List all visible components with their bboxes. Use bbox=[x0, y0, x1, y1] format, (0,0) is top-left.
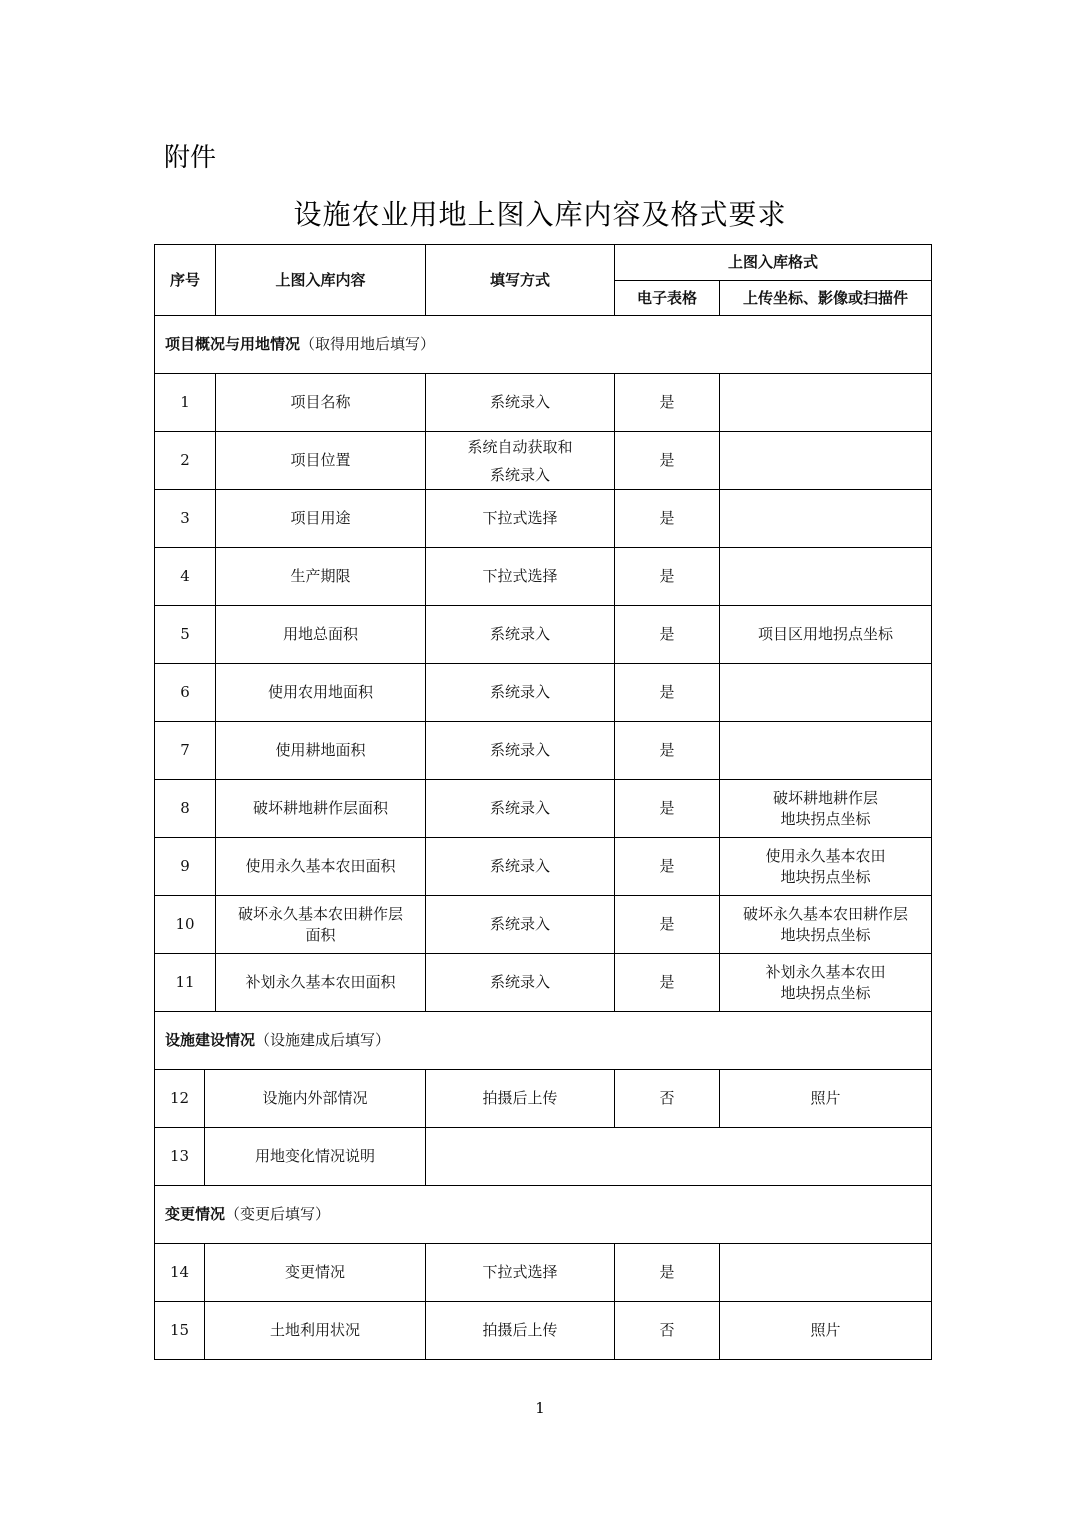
row-content bbox=[216, 896, 426, 954]
row-spreadsheet: 是 bbox=[615, 548, 720, 606]
row-index: 4 bbox=[155, 548, 216, 606]
row-upload-line1: 破坏永久基本农田耕作层 bbox=[742, 904, 908, 923]
row-method: 系统录入 bbox=[426, 664, 615, 722]
row-upload-line2: 地块拐点坐标 bbox=[780, 925, 871, 944]
row-upload bbox=[720, 1244, 932, 1302]
table-row bbox=[155, 780, 932, 838]
table-row bbox=[155, 664, 932, 722]
row-method: 系统录入 bbox=[426, 780, 615, 838]
row-spreadsheet: 是 bbox=[615, 722, 720, 780]
row-content: 破坏耕地耕作层面积 bbox=[216, 780, 426, 838]
row-merged-empty bbox=[426, 1128, 932, 1186]
row-content: 项目位置 bbox=[216, 432, 426, 490]
header-index: 序号 bbox=[155, 245, 216, 316]
row-upload-line1: 破坏耕地耕作层 bbox=[772, 788, 878, 807]
table-row bbox=[155, 896, 932, 954]
row-method: 系统录入 bbox=[426, 722, 615, 780]
row-upload: 项目区用地拐点坐标 bbox=[720, 606, 932, 664]
row-upload bbox=[720, 490, 932, 548]
row-index: 15 bbox=[155, 1302, 205, 1360]
row-spreadsheet: 是 bbox=[615, 1244, 720, 1302]
row-method: 下拉式选择 bbox=[426, 490, 615, 548]
row-index: 12 bbox=[155, 1070, 205, 1128]
row-upload bbox=[720, 374, 932, 432]
section-title: 设施建设情况 bbox=[165, 1031, 256, 1049]
row-method: 下拉式选择 bbox=[426, 548, 615, 606]
page-number: 1 bbox=[535, 1399, 545, 1417]
row-upload-line2: 地块拐点坐标 bbox=[780, 983, 871, 1002]
row-index: 9 bbox=[155, 838, 216, 896]
header-spreadsheet: 电子表格 bbox=[615, 281, 720, 316]
row-method-line1: 系统自动获取和 bbox=[467, 437, 573, 456]
document-title: 设施农业用地上图入库内容及格式要求 bbox=[293, 198, 787, 231]
section-title: 项目概况与用地情况 bbox=[165, 335, 301, 353]
row-index: 10 bbox=[155, 896, 216, 954]
row-upload-line2: 地块拐点坐标 bbox=[780, 809, 871, 828]
row-content: 使用永久基本农田面积 bbox=[216, 838, 426, 896]
section-note: （取得用地后填写） bbox=[300, 335, 436, 353]
table-row bbox=[155, 548, 932, 606]
row-upload bbox=[720, 954, 932, 1012]
row-index: 1 bbox=[155, 374, 216, 432]
row-content: 使用耕地面积 bbox=[216, 722, 426, 780]
row-index: 11 bbox=[155, 954, 216, 1012]
row-spreadsheet: 是 bbox=[615, 432, 720, 490]
row-upload bbox=[720, 664, 932, 722]
row-method: 拍摄后上传 bbox=[426, 1302, 615, 1360]
section-title: 变更情况 bbox=[165, 1205, 226, 1223]
section-row bbox=[155, 1012, 932, 1070]
row-method: 系统录入 bbox=[426, 896, 615, 954]
row-method: 系统录入 bbox=[426, 374, 615, 432]
header-method: 填写方式 bbox=[426, 245, 615, 316]
row-index: 3 bbox=[155, 490, 216, 548]
section-heading bbox=[155, 1012, 932, 1070]
table-row bbox=[155, 722, 932, 780]
row-index: 7 bbox=[155, 722, 216, 780]
row-method: 拍摄后上传 bbox=[426, 1070, 615, 1128]
header-upload: 上传坐标、影像或扫描件 bbox=[720, 281, 932, 316]
section-row bbox=[155, 1186, 932, 1244]
row-index: 14 bbox=[155, 1244, 205, 1302]
header-format-group: 上图入库格式 bbox=[615, 245, 932, 281]
row-method: 系统录入 bbox=[426, 838, 615, 896]
row-content: 用地总面积 bbox=[216, 606, 426, 664]
row-content: 变更情况 bbox=[205, 1244, 426, 1302]
row-index: 2 bbox=[155, 432, 216, 490]
row-spreadsheet: 是 bbox=[615, 780, 720, 838]
row-spreadsheet: 否 bbox=[615, 1070, 720, 1128]
row-upload bbox=[720, 780, 932, 838]
row-upload: 照片 bbox=[720, 1070, 932, 1128]
row-method-line2: 系统录入 bbox=[489, 465, 550, 484]
section-heading bbox=[155, 1186, 932, 1244]
row-method bbox=[426, 432, 615, 490]
row-method: 系统录入 bbox=[426, 606, 615, 664]
table-row bbox=[155, 1128, 932, 1186]
row-content: 使用农用地面积 bbox=[216, 664, 426, 722]
row-spreadsheet: 是 bbox=[615, 374, 720, 432]
row-spreadsheet: 是 bbox=[615, 490, 720, 548]
row-content: 补划永久基本农田面积 bbox=[216, 954, 426, 1012]
requirements-table bbox=[154, 244, 932, 1360]
attachment-label: 附件 bbox=[164, 143, 217, 173]
row-method: 下拉式选择 bbox=[426, 1244, 615, 1302]
row-upload bbox=[720, 896, 932, 954]
table-row bbox=[155, 954, 932, 1012]
table-row bbox=[155, 490, 932, 548]
row-upload-line1: 补划永久基本农田 bbox=[765, 962, 886, 981]
table-row bbox=[155, 1302, 932, 1360]
row-upload bbox=[720, 838, 932, 896]
row-spreadsheet: 是 bbox=[615, 606, 720, 664]
row-spreadsheet: 否 bbox=[615, 1302, 720, 1360]
section-heading bbox=[155, 316, 932, 374]
row-index: 5 bbox=[155, 606, 216, 664]
row-spreadsheet: 是 bbox=[615, 954, 720, 1012]
row-content: 项目用途 bbox=[216, 490, 426, 548]
row-spreadsheet: 是 bbox=[615, 838, 720, 896]
table-row bbox=[155, 606, 932, 664]
table-row bbox=[155, 1070, 932, 1128]
row-upload-line2: 地块拐点坐标 bbox=[780, 867, 871, 886]
row-upload bbox=[720, 432, 932, 490]
section-row bbox=[155, 316, 932, 374]
row-upload bbox=[720, 548, 932, 606]
section-note: （变更后填写） bbox=[225, 1205, 331, 1223]
row-method: 系统录入 bbox=[426, 954, 615, 1012]
table-row bbox=[155, 1244, 932, 1302]
row-content: 用地变化情况说明 bbox=[205, 1128, 426, 1186]
header-content: 上图入库内容 bbox=[216, 245, 426, 316]
row-index: 13 bbox=[155, 1128, 205, 1186]
row-content: 生产期限 bbox=[216, 548, 426, 606]
row-content: 土地利用状况 bbox=[205, 1302, 426, 1360]
row-index: 6 bbox=[155, 664, 216, 722]
row-index: 8 bbox=[155, 780, 216, 838]
row-spreadsheet: 是 bbox=[615, 896, 720, 954]
row-content-line2: 面积 bbox=[305, 925, 336, 944]
row-content-line1: 破坏永久基本农田耕作层 bbox=[237, 904, 403, 923]
table-row bbox=[155, 838, 932, 896]
row-spreadsheet: 是 bbox=[615, 664, 720, 722]
row-upload: 照片 bbox=[720, 1302, 932, 1360]
row-upload bbox=[720, 722, 932, 780]
table-row bbox=[155, 432, 932, 490]
row-upload-line1: 使用永久基本农田 bbox=[765, 846, 886, 865]
row-content: 项目名称 bbox=[216, 374, 426, 432]
row-content: 设施内外部情况 bbox=[205, 1070, 426, 1128]
table-row bbox=[155, 374, 932, 432]
section-note: （设施建成后填写） bbox=[255, 1031, 391, 1049]
